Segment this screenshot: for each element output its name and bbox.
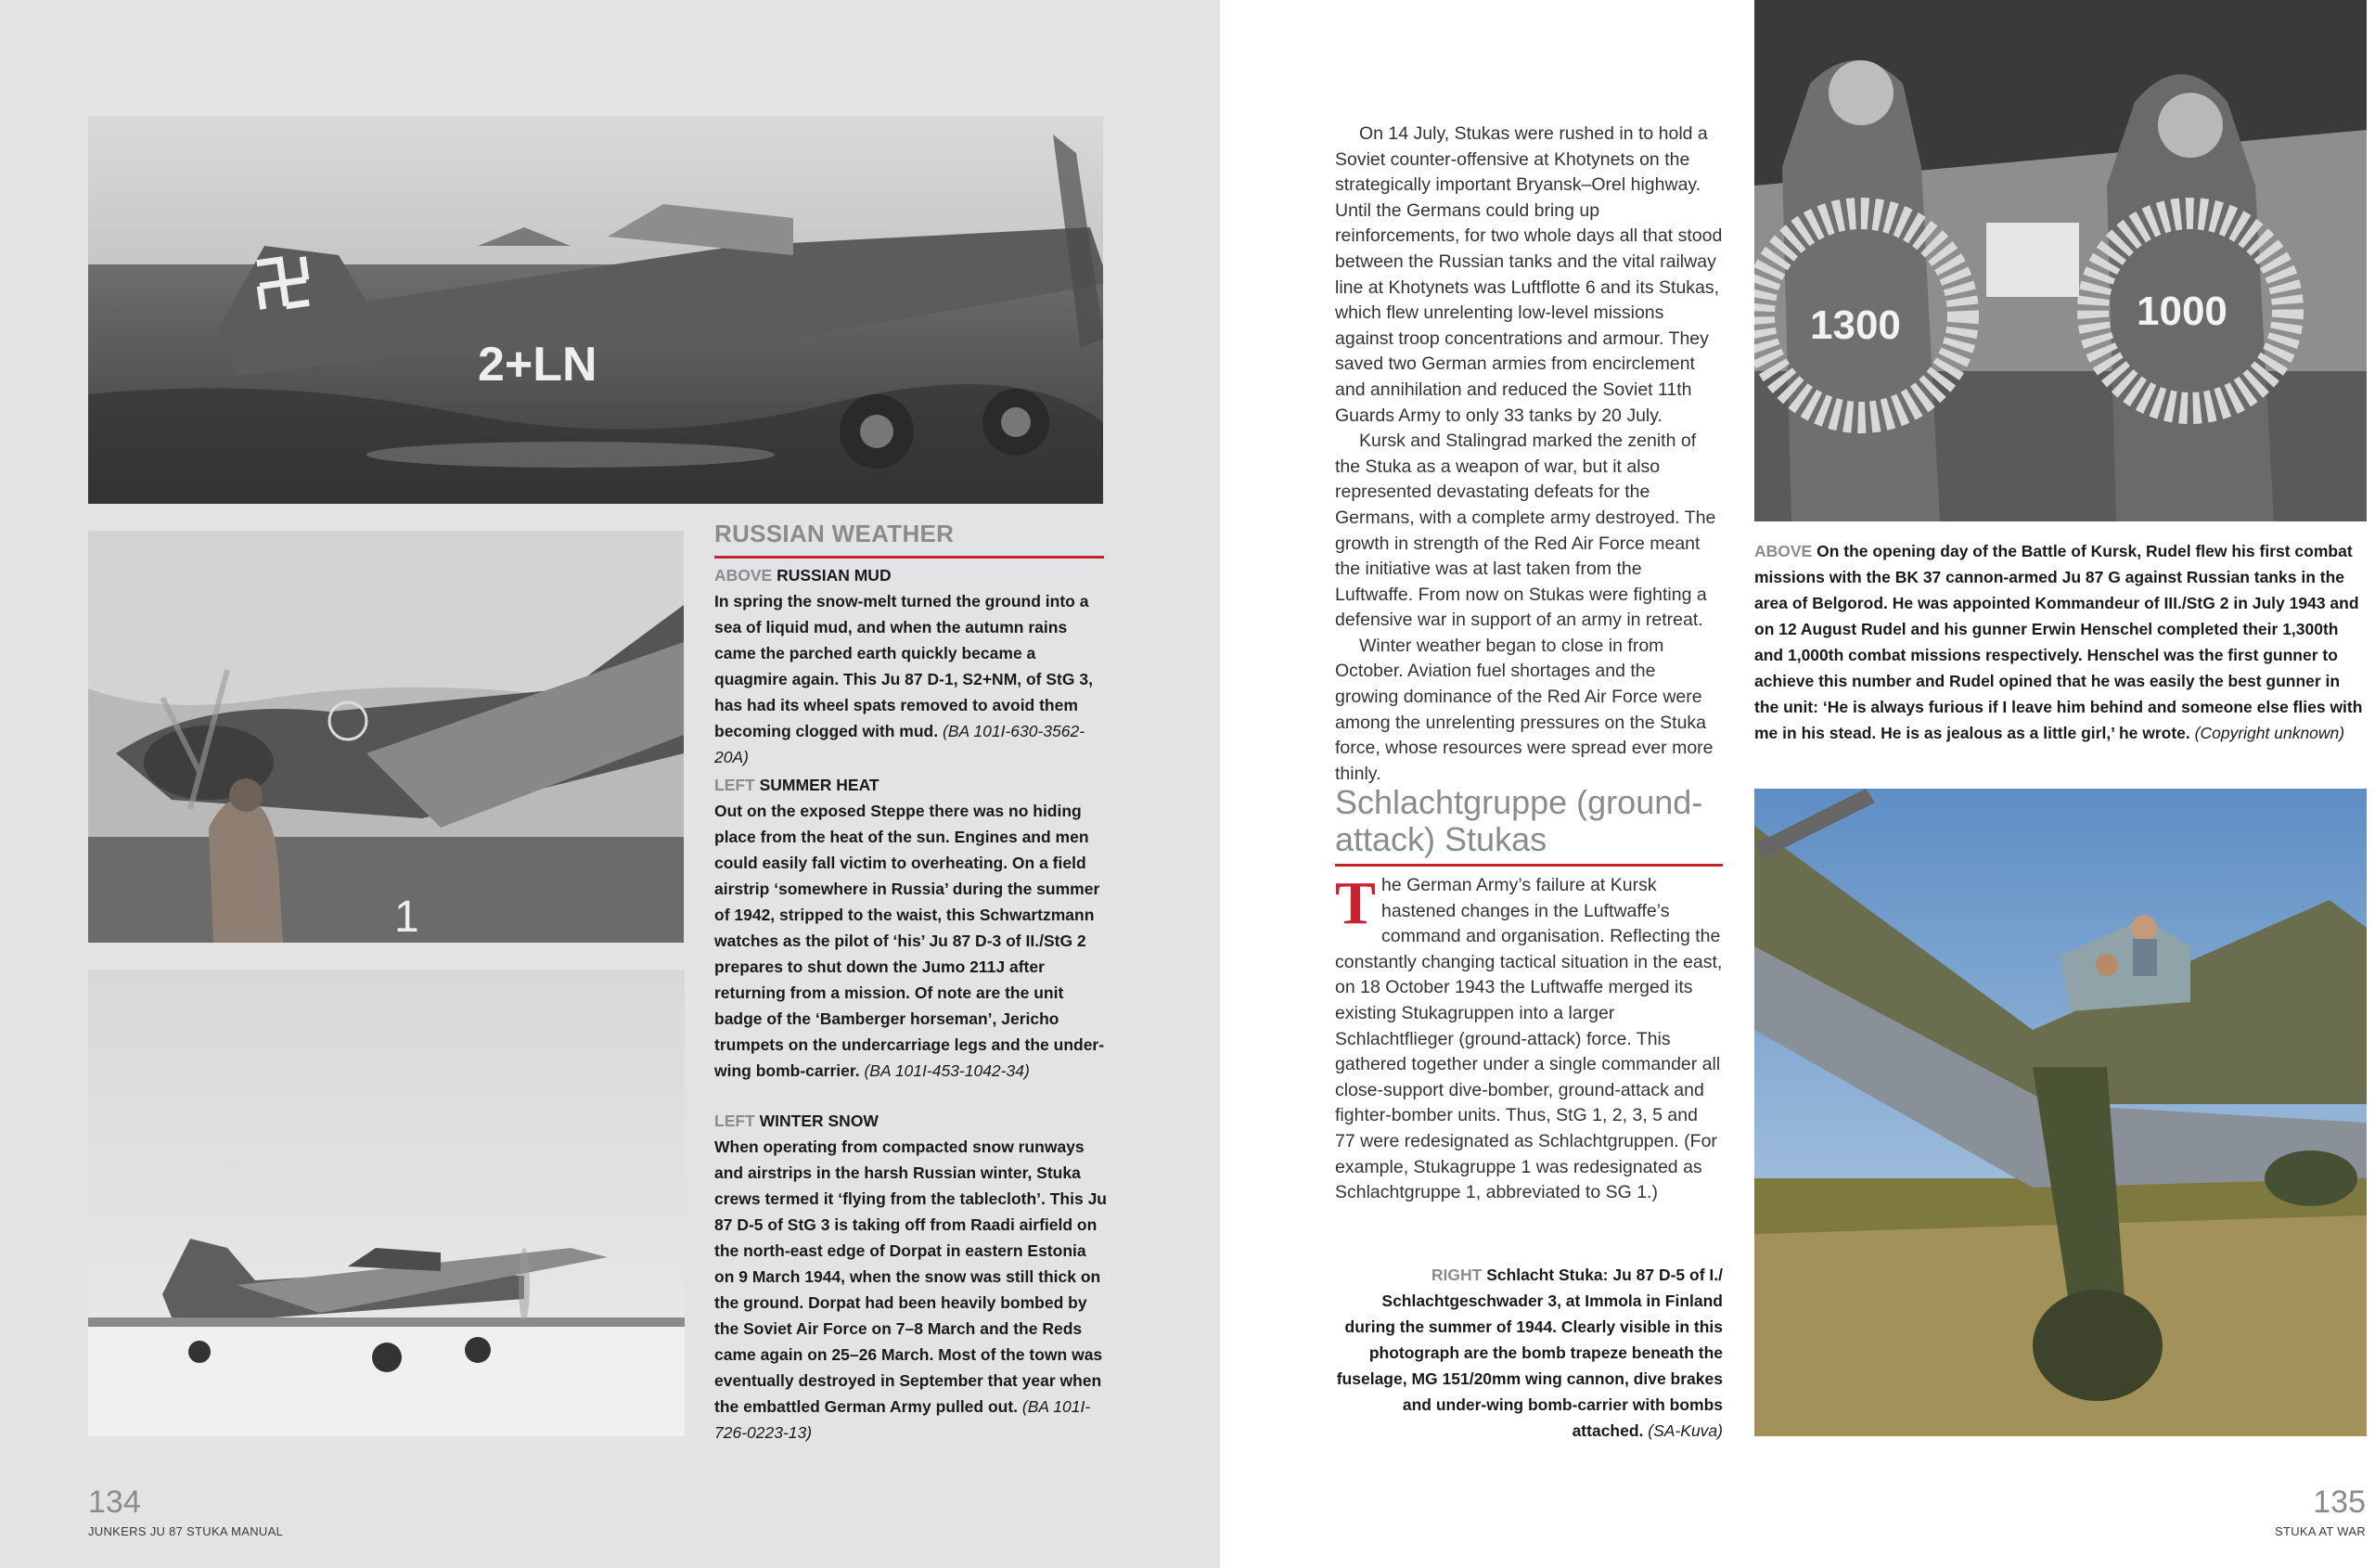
body-text-column [1335, 122, 1723, 787]
section-rule [714, 556, 1104, 559]
section-body [1335, 869, 1723, 1206]
section-heading-schlachtgruppe: Schlachtgruppe (ground-attack) Stukas [1335, 783, 1703, 858]
page-number-left: 134 [88, 1484, 141, 1520]
caption-text: In spring the snow-melt turned the ground into a sea of liquid mud, and when the autumn rains came the parched earth quickly became a quagmire again. This Ju 87 D-1, S2+NM, of StG 3, has had its wheel spats removed to avoid them becoming clogged with mud. [714, 592, 1093, 740]
caption-text: Schlacht Stuka: Ju 87 D-5 of I./ Schlachtgeschwader 3, at Immola in Finland during the summer of 1944. Clearly visible in this photograph are the bomb trapeze beneath the fuselage, MG 151/20mm wing cannon, dive brakes and under-wing bomb-carrier with bombs attached. [1336, 1266, 1723, 1440]
caption-keyword: LEFT [714, 1112, 755, 1130]
wreath-number-right: 1000 [2137, 289, 2227, 334]
caption-source: (SA-Kuva) [1648, 1421, 1723, 1440]
section-rule [1335, 864, 1723, 867]
caption-text: On the opening day of the Battle of Kursk, Rudel flew his first combat missions with the BK 37 cannon-armed Ju 87 G against Russian tanks in the area of Belgorod. He was appointed Kommandeur of III./StG 2 in July 1943 and on 12 August Rudel and his gunner Erwin Henschel completed their 1,300th and 1,000th combat missions respectively. Henschel was the first gunner to achieve this number and Rudel opined that he was easily the best gunner in the unit: ‘He is always furious if I leave him behind and someone else flies with me in his stead. He is as jealous as a little girl,’ he wrote. [1754, 542, 2363, 742]
wreath-number-left: 1300 [1810, 302, 1901, 348]
caption-winter-snow [714, 1108, 1109, 1446]
section-paragraph: he German Army’s failure at Kursk hastened changes in the Luftwaffe’s command and organisation. Reflecting the constantly changing tactical situation in the east, on 18 October 1943 the Luftwaffe merged its existing Stukagruppen into a larger Schlachtflieger (ground-attack) force. This gathered together under a single commander all close-support dive-bomber, ground-attack and fighter-bomber units. Thus, StG 1, 2, 3, 5 and 77 were redesignated as Schlachtgruppen. (For example, Stukagruppe 1 was redesignated as Schlachtgruppe 1, abbreviated to SG 1.) [1335, 875, 1723, 1203]
drop-cap: T [1335, 869, 1377, 937]
caption-heading: RUSSIAN MUD [777, 566, 892, 585]
caption-source: (BA 101I-453-1042-34) [864, 1061, 1030, 1080]
body-paragraph: Winter weather began to close in from October. Aviation fuel shortages and the growing dominance of the Red Air Force were among the unrelenting pressures on the Stuka force, whose resources were spread ever more thinly. [1335, 635, 1714, 784]
photo-schlacht-stuka [1754, 789, 2367, 1436]
caption-keyword: LEFT [714, 776, 755, 794]
running-head-right: STUKA AT WAR [2275, 1524, 2366, 1538]
photo2-code: 1 [394, 893, 419, 942]
caption-heading: SUMMER HEAT [759, 776, 879, 794]
caption-source: (Copyright unknown) [2194, 724, 2345, 742]
caption-summer-heat [714, 772, 1109, 1084]
caption-russian-mud [714, 562, 1109, 770]
body-paragraph: Kursk and Stalingrad marked the zenith of the Stuka as a weapon of war, but it also represented devastating defeats for the Germans, with a complete army destroyed. The growth in strength of the Red Air Force meant the initiative was at last taken from the Luftwaffe. From now on Stukas were fighting a defensive war in support of an army in retreat. [1335, 431, 1716, 631]
caption-text: Out on the exposed Steppe there was no hiding place from the heat of the sun. Engines and men could easily fall victim to overheating. On a field airstrip ‘somewhere in Russia’ during the summer of 1942, stripped to the waist, this Schwartzmann watches as the pilot of ‘his’ Ju 87 D-3 of II./StG 2 prepares to shut down the Jumo 211J after returning from a mission. Of note are the unit badge of the ‘Bamberger horseman’, Jericho trumpets on the undercarriage legs and the under-wing bomb-carrier. [714, 802, 1105, 1080]
caption-right-schlacht [1335, 1262, 1723, 1444]
photo-russian-mud [88, 116, 1103, 504]
caption-source: (BA 101I-630-3562-20A) [714, 722, 1085, 766]
photo-rudel-wreaths [1754, 0, 2367, 521]
caption-keyword: RIGHT [1431, 1266, 1483, 1284]
photo1-code: 2+LN [478, 338, 597, 392]
section-title-russian-weather: RUSSIAN WEATHER [714, 520, 955, 547]
body-paragraph: On 14 July, Stukas were rushed in to hold a Soviet counter-offensive at Khotynets on the strategically important Bryansk–Orel highway. Until the Germans could bring up reinforcements, for two whole days all that stood between the Russian tanks and the vital railway line at Khotynets was Luftflotte 6 and its Stukas, which flew unrelenting low-level missions against troop concentrations and armour. They saved two German armies from encirclement and annihilation and reduced the Soviet 11th Guards Army to only 33 tanks by 20 July. [1335, 123, 1723, 426]
caption-text: When operating from compacted snow runways and airstrips in the harsh Russian winter, Stuka crews termed it ‘flying from the tablecloth’. This Ju 87 D-5 of StG 3 is taking off from Raadi airfield on the north-east edge of Dorpat in eastern Estonia on 9 March 1944, when the snow was still thick on the ground. Dorpat had been heavily bombed by the Soviet Air Force on 7–8 March and the Reds came again on 25–26 March. Most of the town was eventually destroyed in September that year when the embattled German Army pulled out. [714, 1137, 1107, 1416]
photo-winter-snow [88, 970, 685, 1436]
caption-keyword: ABOVE [1754, 542, 1813, 560]
right-page [1220, 0, 2375, 1568]
caption-source: (BA 101I-726-0223-13) [714, 1397, 1091, 1442]
page-number-right: 135 [2313, 1484, 2366, 1520]
running-head-left: JUNKERS JU 87 STUKA MANUAL [88, 1524, 284, 1538]
photo-summer-heat [88, 531, 684, 943]
caption-keyword: ABOVE [714, 566, 773, 585]
caption-heading: WINTER SNOW [759, 1112, 879, 1130]
caption-above-rudel [1754, 538, 2367, 746]
